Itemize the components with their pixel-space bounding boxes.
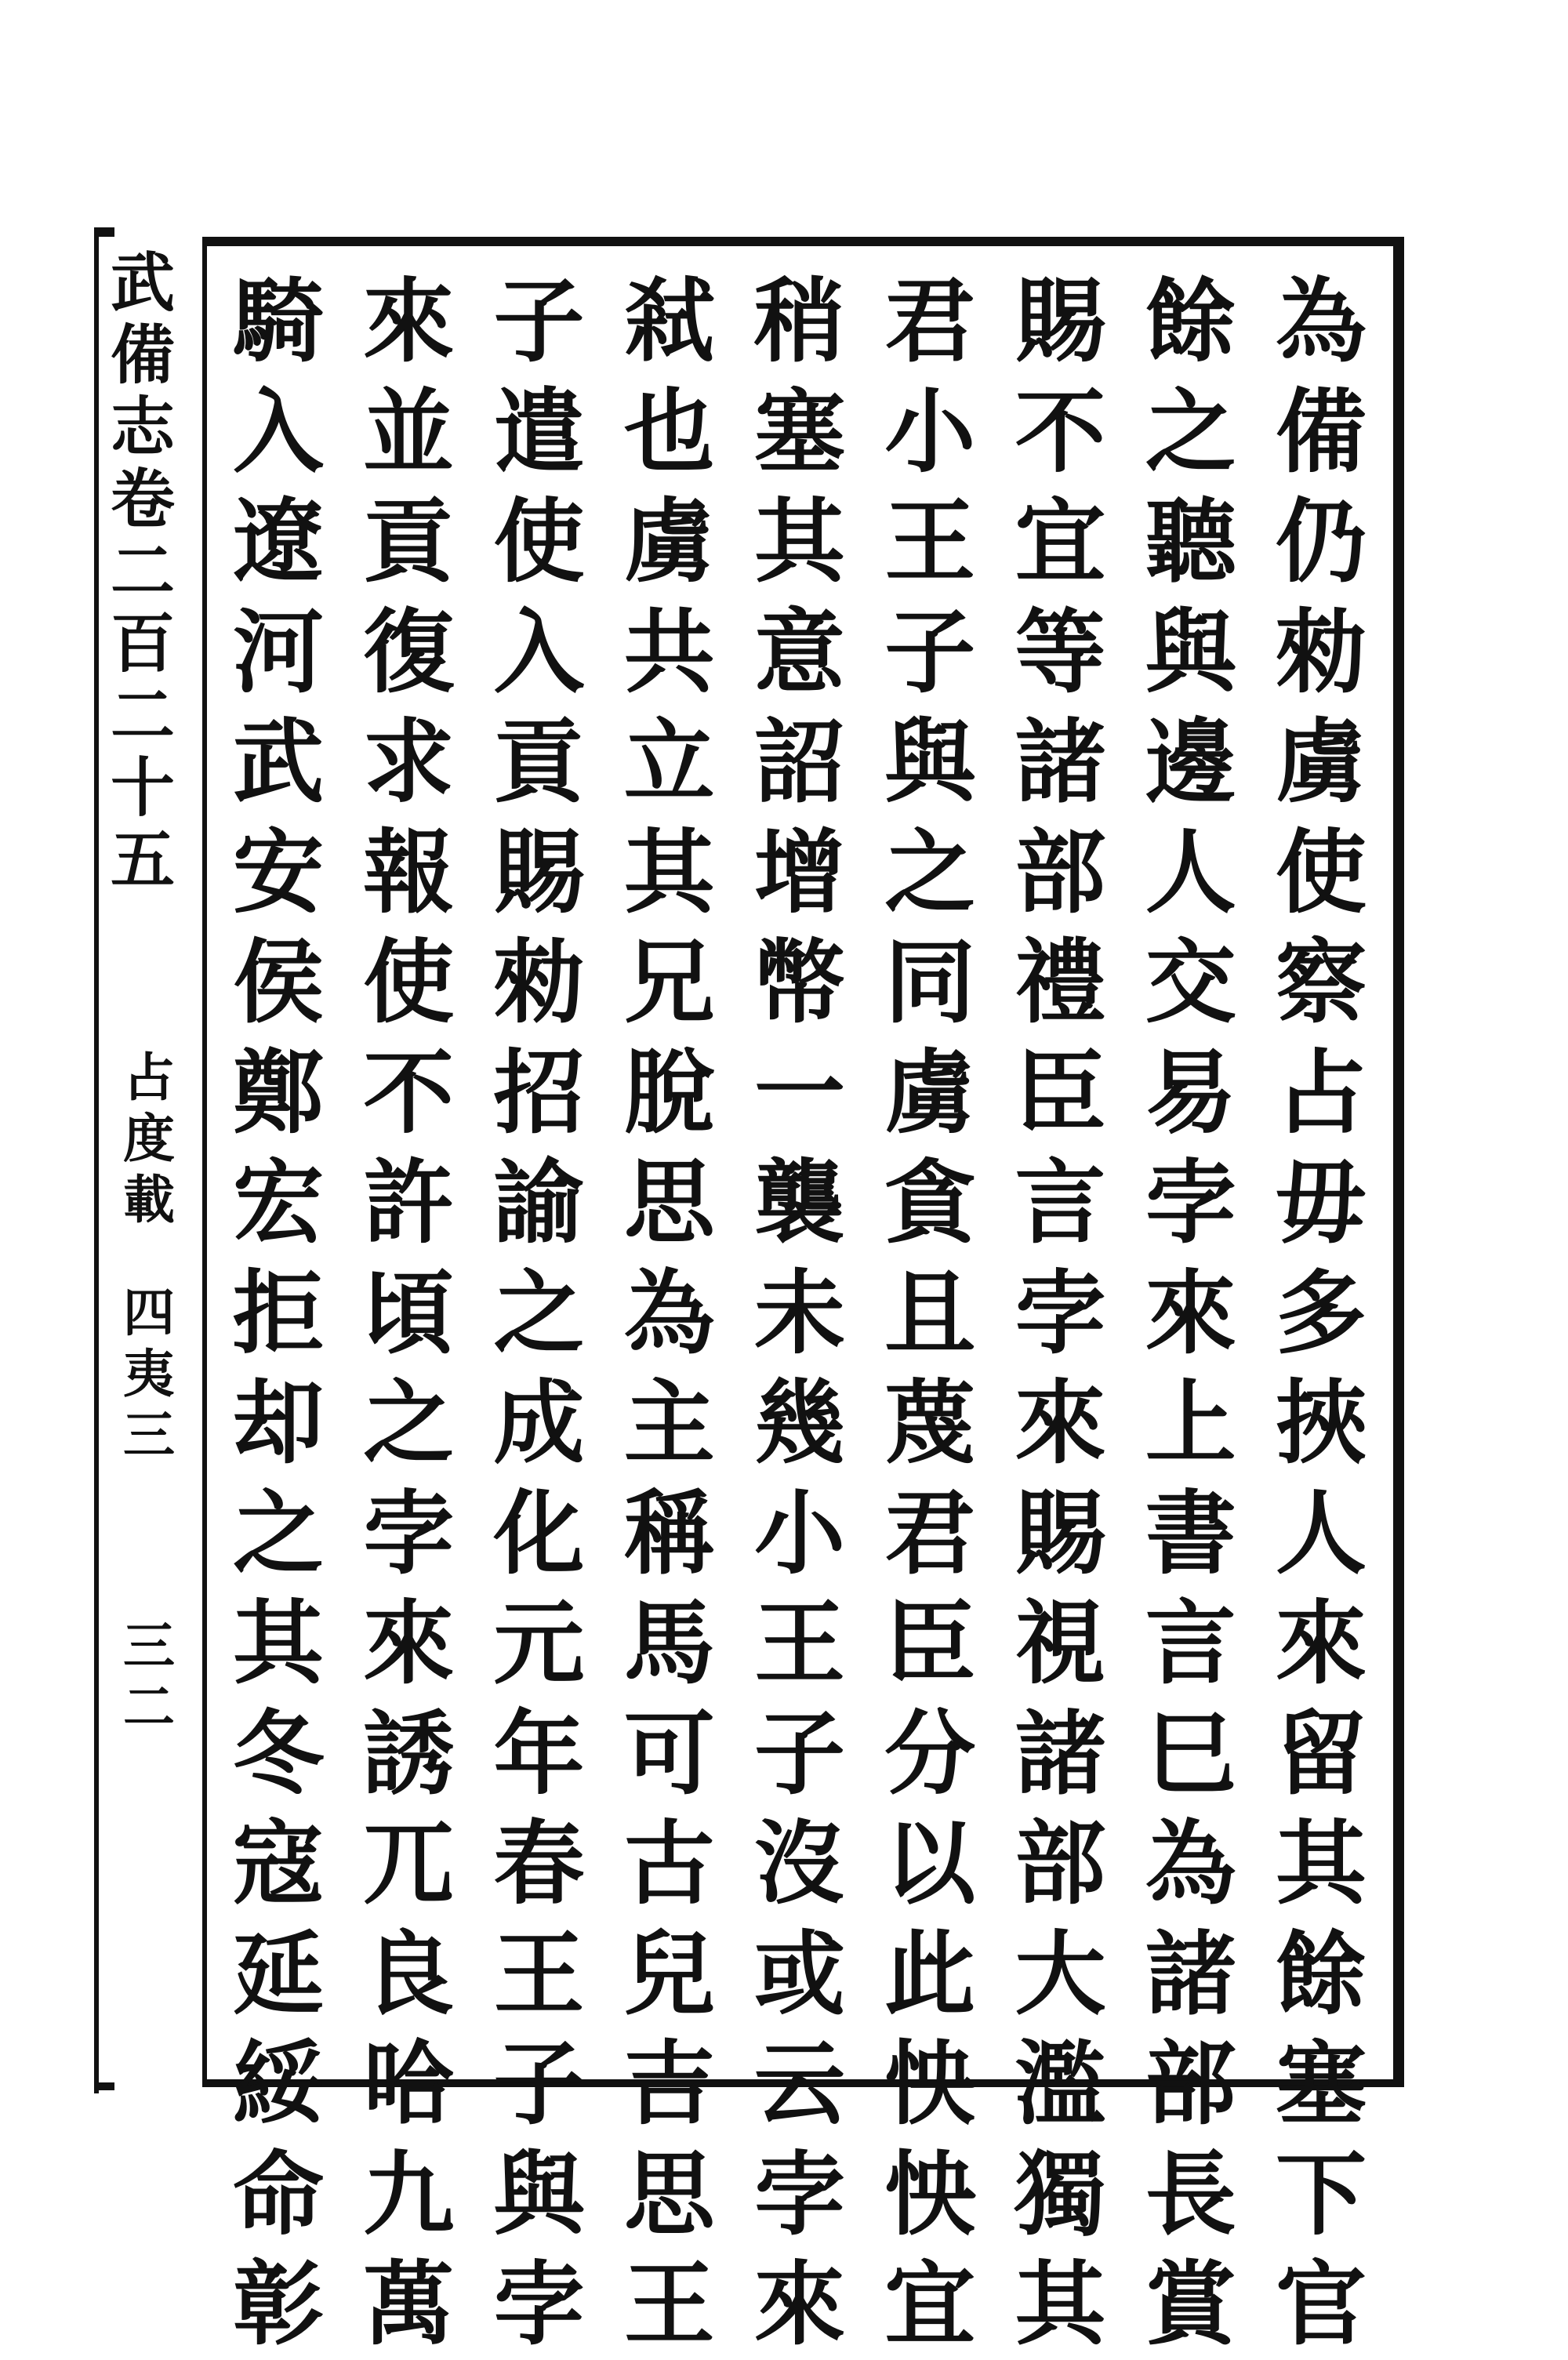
text-char: 君 <box>884 268 976 375</box>
text-char: 元 <box>493 1590 585 1697</box>
margin-subsection-char: 四 <box>123 1282 175 1343</box>
text-char: 其 <box>623 819 715 926</box>
text-char: 怏 <box>884 2031 976 2137</box>
text-char: 萬 <box>363 2251 455 2358</box>
text-char: 子 <box>884 598 976 706</box>
text-char: 之 <box>363 1370 455 1476</box>
text-char: 幾 <box>754 1370 845 1476</box>
text-char: 來 <box>363 1590 455 1697</box>
text-char: 同 <box>884 929 976 1036</box>
margin-rule <box>94 227 99 2093</box>
text-char: 之 <box>233 1480 324 1587</box>
text-char: 部 <box>1145 2031 1236 2137</box>
text-char: 長 <box>1145 2140 1236 2248</box>
text-char: 弒 <box>623 268 715 375</box>
text-char: 蔑 <box>884 1370 976 1476</box>
text-char: 河 <box>233 598 324 706</box>
text-char: 宜 <box>1014 488 1106 595</box>
text-char: 諸 <box>1014 709 1106 815</box>
text-char: 入 <box>233 378 324 485</box>
text-char: 子 <box>493 2031 585 2137</box>
text-char: 諭 <box>493 1149 585 1256</box>
text-char: 襲 <box>754 1149 845 1256</box>
text-char: 小 <box>884 378 976 485</box>
margin-title-char: 二 <box>110 678 175 753</box>
text-char: 賜 <box>1014 1480 1106 1587</box>
text-char: 宜 <box>884 2251 976 2358</box>
text-char: 良 <box>363 1920 455 2028</box>
text-char: 主 <box>623 1370 715 1476</box>
text-char: 為 <box>1276 268 1367 375</box>
text-char: 遼 <box>233 488 324 595</box>
text-char: 貢 <box>493 709 585 815</box>
text-char: 成 <box>493 1370 585 1476</box>
margin-section-label <box>110 1047 188 1230</box>
margin-title-char: 五 <box>110 822 175 898</box>
text-char: 王 <box>754 1590 845 1697</box>
text-char: 使 <box>363 929 455 1036</box>
text-char: 貢 <box>363 488 455 595</box>
text-column <box>481 267 598 2358</box>
text-char: 餘 <box>1276 1920 1367 2028</box>
text-char: 脫 <box>623 1039 715 1146</box>
text-char: 吉 <box>623 2031 715 2137</box>
text-char: 報 <box>363 819 455 926</box>
margin-section-char: 載 <box>123 1169 175 1230</box>
text-char: 與 <box>1145 598 1236 706</box>
text-char: 使 <box>493 488 585 595</box>
text-char: 侯 <box>233 929 324 1036</box>
text-char: 立 <box>623 709 715 815</box>
margin-page-number <box>110 1615 188 1737</box>
text-char: 王 <box>623 2251 715 2358</box>
text-char: 宏 <box>233 1149 324 1256</box>
text-char: 來 <box>1276 1590 1367 1697</box>
text-char: 下 <box>1276 2140 1367 2248</box>
text-char: 思 <box>623 2140 715 2248</box>
margin-section-char: 度 <box>123 1108 175 1169</box>
margin-book-title <box>103 247 182 896</box>
text-char: 來 <box>363 268 455 375</box>
text-char: 武 <box>233 709 324 815</box>
text-char: 等 <box>1014 598 1106 706</box>
text-char: 之 <box>884 819 976 926</box>
text-column <box>1262 267 1380 2358</box>
text-char: 大 <box>1014 1920 1106 2028</box>
text-char: 遣 <box>493 378 585 485</box>
text-char: 孛 <box>1145 1149 1236 1256</box>
text-char: 之 <box>493 1259 585 1367</box>
text-char: 之 <box>1145 378 1236 485</box>
margin-page-char: 三 <box>123 1615 175 1676</box>
text-char: 詔 <box>754 709 845 815</box>
text-char: 子 <box>754 1700 845 1807</box>
text-char: 王 <box>493 1920 585 2028</box>
text-char: 來 <box>1145 1259 1236 1367</box>
text-char: 王 <box>884 488 976 595</box>
text-char: 臣 <box>1014 1039 1106 1146</box>
text-char: 未 <box>754 1259 845 1367</box>
text-char: 虜 <box>884 1039 976 1146</box>
text-column <box>350 267 467 2358</box>
text-char: 云 <box>754 2031 845 2137</box>
text-char: 獨 <box>1014 2140 1106 2248</box>
text-char: 九 <box>363 2140 455 2248</box>
text-column <box>611 267 728 2358</box>
margin-title-char: 志 <box>110 390 175 465</box>
text-char: 也 <box>623 378 715 485</box>
text-char: 兄 <box>623 929 715 1036</box>
text-char: 不 <box>1014 378 1106 485</box>
text-char: 備 <box>1276 378 1367 485</box>
text-char: 諸 <box>1014 1700 1106 1807</box>
text-char: 以 <box>884 1810 976 1917</box>
text-char: 此 <box>884 1920 976 2028</box>
text-char: 人 <box>1145 819 1236 926</box>
text-char: 其 <box>1276 1810 1367 1917</box>
text-char: 餘 <box>1145 268 1236 375</box>
text-char: 馬 <box>623 1590 715 1697</box>
text-char: 塞 <box>1276 2031 1367 2137</box>
text-char: 延 <box>233 1920 324 2028</box>
text-char: 寇 <box>233 1810 324 1917</box>
text-char: 君 <box>884 1480 976 1587</box>
margin-title-char: 武 <box>110 245 175 321</box>
margin-section-char: 占 <box>123 1047 175 1108</box>
text-char: 拒 <box>233 1259 324 1367</box>
text-char: 怏 <box>884 2140 976 2248</box>
text-char: 復 <box>363 598 455 706</box>
text-char: 綏 <box>233 2031 324 2137</box>
text-char: 招 <box>493 1039 585 1146</box>
text-char: 部 <box>1014 819 1106 926</box>
text-char: 幣 <box>754 929 845 1036</box>
text-char: 或 <box>754 1920 845 2028</box>
text-char: 子 <box>493 268 585 375</box>
text-char: 來 <box>754 2251 845 2358</box>
text-char: 入 <box>493 598 585 706</box>
text-char: 增 <box>754 819 845 926</box>
text-char: 其 <box>1014 2251 1106 2358</box>
text-char: 賜 <box>493 819 585 926</box>
text-char: 其 <box>754 488 845 595</box>
text-char: 兒 <box>623 1920 715 2028</box>
text-char: 貪 <box>884 1149 976 1256</box>
text-char: 仍 <box>1276 488 1367 595</box>
text-char: 孛 <box>1014 1259 1106 1367</box>
text-char: 彰 <box>233 2251 324 2358</box>
text-char: 挾 <box>1276 1370 1367 1476</box>
margin-title-char: 備 <box>110 318 175 393</box>
text-column <box>1132 267 1250 2358</box>
margin-subsection-char: 三 <box>123 1404 175 1465</box>
text-char: 並 <box>363 378 455 485</box>
margin-rule-bottom-tick <box>96 2082 114 2090</box>
text-char: 命 <box>233 2140 324 2248</box>
text-char: 多 <box>1276 1259 1367 1367</box>
text-char: 虜 <box>1276 709 1367 815</box>
text-char: 勑 <box>1276 598 1367 706</box>
text-char: 鄭 <box>233 1039 324 1146</box>
text-char: 人 <box>1276 1480 1367 1587</box>
text-char: 與 <box>493 2140 585 2248</box>
text-char: 言 <box>1014 1149 1106 1256</box>
text-char: 為 <box>623 1259 715 1367</box>
text-char: 塞 <box>754 378 845 485</box>
text-char: 視 <box>1014 1590 1106 1697</box>
text-char: 哈 <box>363 2031 455 2137</box>
text-char: 求 <box>363 709 455 815</box>
text-char: 交 <box>1145 929 1236 1036</box>
text-char: 小 <box>754 1480 845 1587</box>
text-char: 許 <box>363 1149 455 1256</box>
margin-page-char: 二 <box>123 1676 175 1737</box>
text-char: 為 <box>1145 1810 1236 1917</box>
text-char: 書 <box>1145 1480 1236 1587</box>
text-char: 化 <box>493 1480 585 1587</box>
text-columns <box>220 267 1380 2358</box>
text-char: 濫 <box>1014 2031 1106 2137</box>
margin-title-char: 百 <box>110 606 175 681</box>
text-char: 部 <box>1014 1810 1106 1917</box>
text-column <box>741 267 858 2358</box>
text-char: 且 <box>884 1259 976 1367</box>
text-char: 言 <box>1145 1590 1236 1697</box>
margin-title-char: 二 <box>110 534 175 609</box>
text-char: 共 <box>623 598 715 706</box>
text-char: 虜 <box>623 488 715 595</box>
text-char: 却 <box>233 1370 324 1476</box>
margin-title-char: 卷 <box>110 462 175 537</box>
text-char: 使 <box>1276 819 1367 926</box>
margin-rule-top-tick <box>96 227 114 237</box>
text-char: 年 <box>493 1700 585 1807</box>
text-char: 易 <box>1145 1039 1236 1146</box>
text-char: 占 <box>1276 1039 1367 1146</box>
text-char: 兀 <box>363 1810 455 1917</box>
text-char: 一 <box>754 1039 845 1146</box>
text-char: 稍 <box>754 268 845 375</box>
text-char: 意 <box>754 598 845 706</box>
text-char: 其 <box>233 1590 324 1697</box>
text-char: 邊 <box>1145 709 1236 815</box>
text-char: 留 <box>1276 1700 1367 1807</box>
text-column <box>220 267 337 2358</box>
text-char: 安 <box>233 819 324 926</box>
text-char: 來 <box>1014 1370 1106 1476</box>
text-column <box>871 267 989 2358</box>
margin-subsection-label <box>110 1282 188 1465</box>
text-char: 騎 <box>233 268 324 375</box>
text-char: 賞 <box>1145 2251 1236 2358</box>
text-char: 勑 <box>493 929 585 1036</box>
text-char: 思 <box>623 1149 715 1256</box>
text-char: 禮 <box>1014 929 1106 1036</box>
text-char: 稱 <box>623 1480 715 1587</box>
text-char: 不 <box>363 1039 455 1146</box>
margin-subsection-char: 夷 <box>123 1343 175 1404</box>
text-char: 賜 <box>1014 268 1106 375</box>
text-char: 古 <box>623 1810 715 1917</box>
text-char: 諸 <box>1145 1920 1236 2028</box>
text-char: 冬 <box>233 1700 324 1807</box>
text-char: 孛 <box>754 2140 845 2248</box>
text-char: 臣 <box>884 1590 976 1697</box>
margin-title-char: 十 <box>110 750 175 826</box>
text-column <box>1002 267 1120 2358</box>
text-char: 毋 <box>1276 1149 1367 1256</box>
text-char: 上 <box>1145 1370 1236 1476</box>
text-char: 誘 <box>363 1700 455 1807</box>
text-char: 與 <box>884 709 976 815</box>
text-char: 聽 <box>1145 488 1236 595</box>
text-char: 可 <box>623 1700 715 1807</box>
text-char: 巳 <box>1145 1700 1236 1807</box>
text-char: 分 <box>884 1700 976 1807</box>
text-char: 孛 <box>363 1480 455 1587</box>
text-char: 春 <box>493 1810 585 1917</box>
text-char: 沒 <box>754 1810 845 1917</box>
text-char: 察 <box>1276 929 1367 1036</box>
text-char: 頃 <box>363 1259 455 1367</box>
text-char: 官 <box>1276 2251 1367 2358</box>
text-char: 孛 <box>493 2251 585 2358</box>
